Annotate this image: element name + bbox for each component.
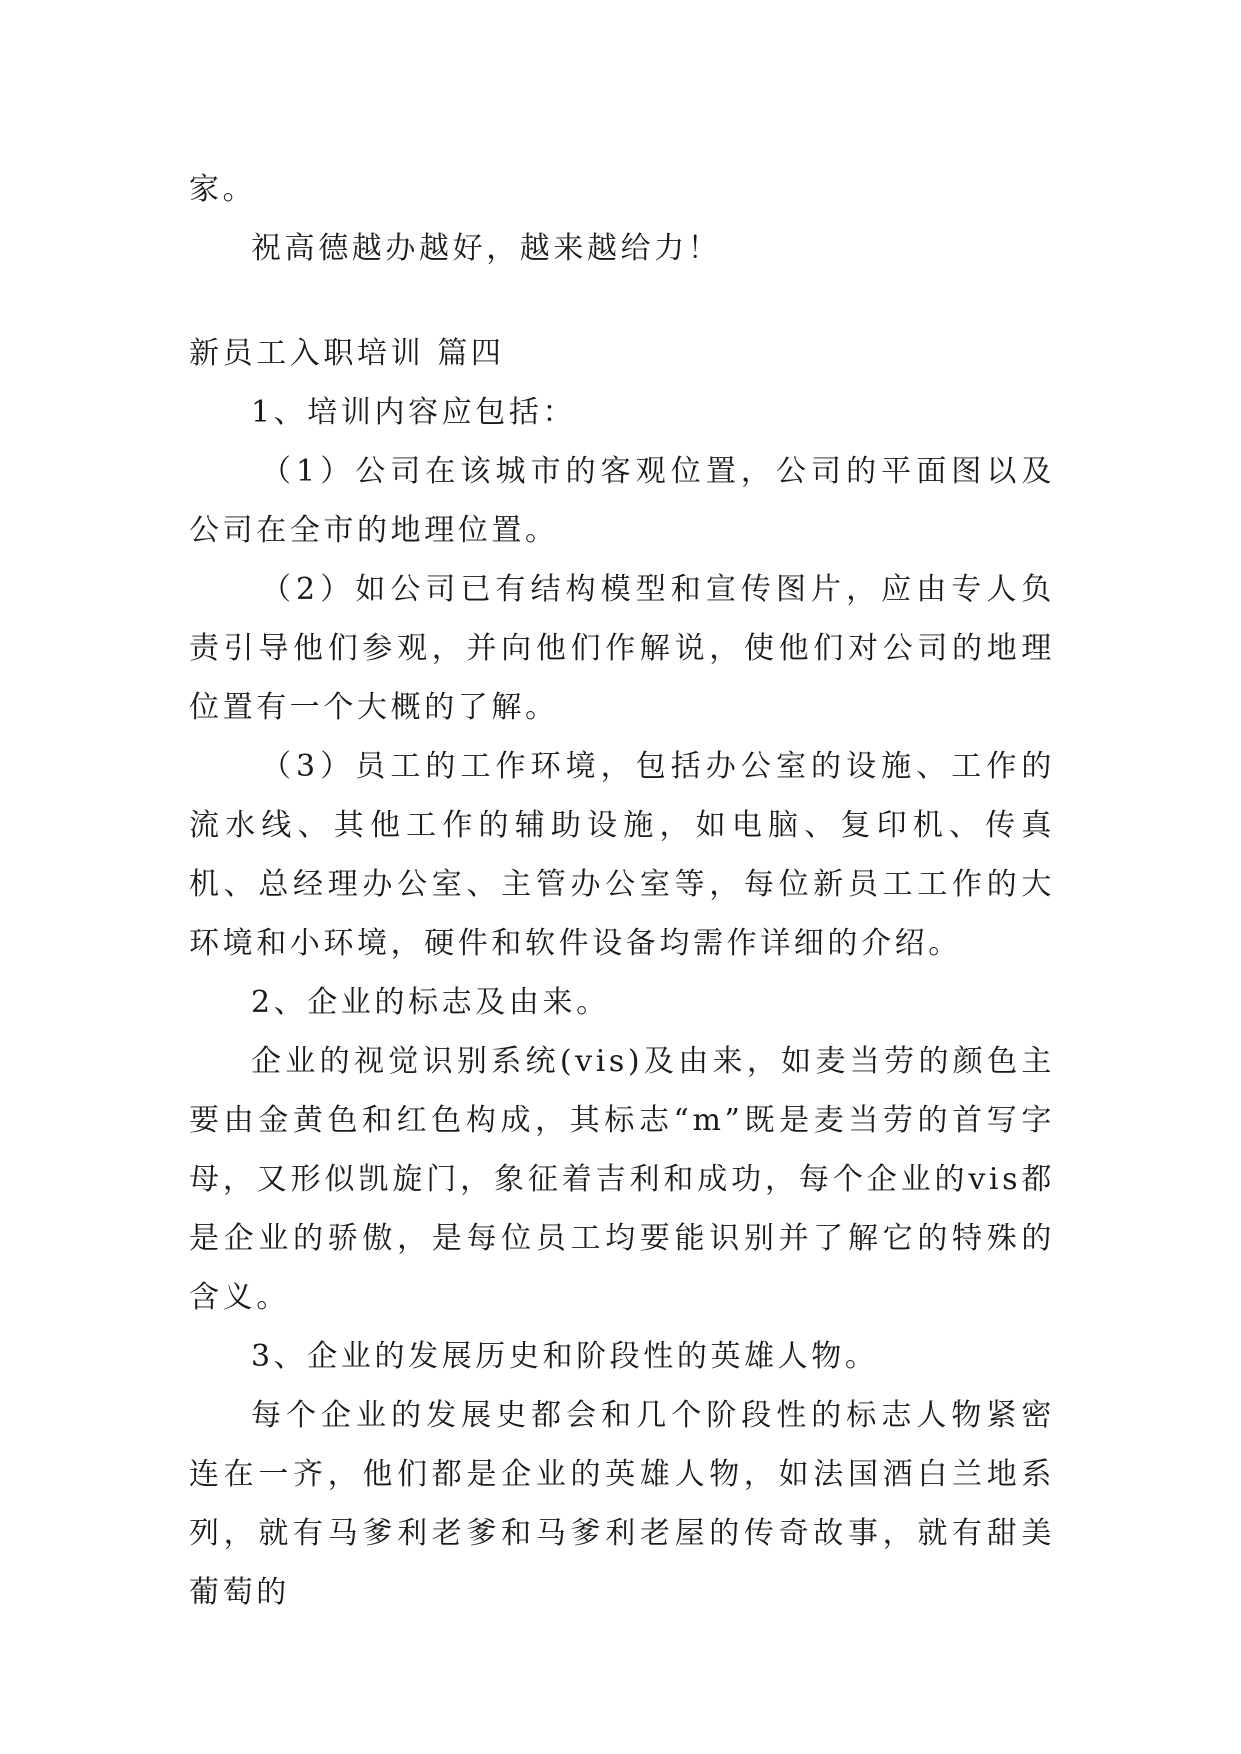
- paragraph-vis: 企业的视觉识别系统(vis)及由来，如麦当劳的颜色主要由金黄色和红色构成，其标志“m”既是麦当劳的首写字母，又形似凯旋门，象征着吉利和成功，每个企业的vis都是企业的骄傲，是每位员工均要能识别并了解它的特殊的含义。: [189, 1044, 1055, 1315]
- paragraph-subitem-1: （1）公司在该城市的客观位置，公司的平面图以及公司在全市的地理位置。: [189, 454, 1055, 548]
- paragraph-continuation: 家。: [189, 172, 257, 207]
- paragraph-item-2: 2、企业的标志及由来。: [251, 985, 610, 1020]
- paragraph-subitem-2: （2）如公司已有结构模型和宣传图片，应由专人负责引导他们参观，并向他们作解说，使他们对公司的地理位置有一个大概的了解。: [189, 572, 1055, 725]
- paragraph-item-3: 3、企业的发展历史和阶段性的英雄人物。: [251, 1339, 879, 1374]
- paragraph-subitem-3: （3）员工的工作环境，包括办公室的设施、工作的流水线、其他工作的辅助设施，如电脑、复印机、传真机、总经理办公室、主管办公室等，每位新员工工作的大环境和小环境，硬件和软件设备均需作详细的介绍。: [189, 749, 1055, 961]
- paragraph-closing-wish: 祝高德越办越好，越来越给力！: [251, 231, 722, 266]
- paragraph-history: 每个企业的发展史都会和几个阶段性的标志人物紧密连在一齐，他们都是企业的英雄人物，如法国酒白兰地系列，就有马爹利老爹和马爹利老屋的传奇故事，就有甜美葡萄的: [189, 1398, 1055, 1610]
- paragraph-item-1: 1、培训内容应包括：: [251, 395, 577, 430]
- document-body: [189, 160, 1055, 1622]
- section-heading: 新员工入职培训 篇四: [189, 336, 505, 371]
